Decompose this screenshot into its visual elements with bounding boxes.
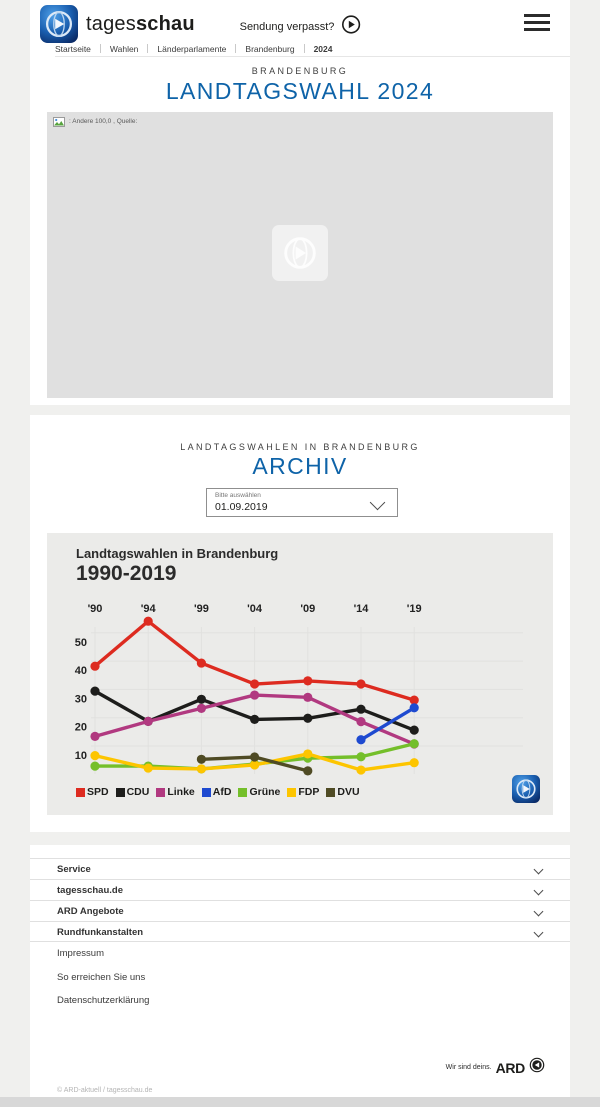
footer-link-so-erreichen-sie-uns[interactable]: So erreichen Sie uns bbox=[57, 971, 146, 983]
legend-item-cdu bbox=[116, 786, 150, 798]
ard-brand-text: ARD bbox=[495, 1059, 525, 1076]
svg-text:'04: '04 bbox=[247, 603, 263, 615]
breadcrumb bbox=[55, 41, 570, 57]
accordion-label: ARD Angebote bbox=[57, 906, 124, 917]
breadcrumb-item-2024[interactable]: 2024 bbox=[313, 43, 333, 54]
svg-text:'19: '19 bbox=[406, 603, 422, 615]
page-title: LANDTAGSWAHL 2024 bbox=[165, 78, 435, 104]
legend-label: SPD bbox=[87, 786, 109, 798]
brand-bold: schau bbox=[135, 13, 195, 35]
breadcrumb-item-startseite[interactable]: Startseite bbox=[55, 43, 91, 54]
chevron-down-icon bbox=[534, 886, 544, 896]
bottom-bar bbox=[0, 1097, 600, 1107]
svg-text:'09: '09 bbox=[300, 603, 316, 615]
chevron-down-icon bbox=[534, 928, 544, 938]
chart-subtitle: 1990-2019 bbox=[76, 562, 177, 585]
missed-show-label: Sendung verpasst? bbox=[239, 21, 335, 33]
chart-card bbox=[47, 533, 553, 815]
legend-item-grüne bbox=[238, 786, 280, 798]
accordion-label: Service bbox=[57, 864, 91, 875]
footer-links bbox=[57, 948, 149, 1019]
archive-card bbox=[30, 415, 570, 832]
legend-swatch bbox=[326, 788, 335, 797]
svg-text:10: 10 bbox=[74, 750, 87, 762]
svg-text:'99: '99 bbox=[193, 603, 209, 615]
breadcrumb-separator bbox=[304, 44, 305, 53]
legend-item-linke bbox=[156, 786, 194, 798]
select-label: Bitte auswählen bbox=[215, 492, 261, 499]
ard-brand-block bbox=[446, 1057, 545, 1078]
svg-text:'90: '90 bbox=[87, 603, 103, 615]
ard-claim: Wir sind deins. bbox=[445, 1064, 492, 1071]
hero-image-placeholder bbox=[47, 112, 553, 398]
brand-title[interactable] bbox=[86, 13, 195, 36]
chart-title: Landtagswahlen in Brandenburg bbox=[76, 546, 279, 561]
missed-show-link[interactable] bbox=[240, 15, 361, 39]
breadcrumb-item-wahlen[interactable]: Wahlen bbox=[109, 43, 139, 54]
footer-link-datenschutzerklärung[interactable]: Datenschutzerklärung bbox=[57, 995, 150, 1006]
legend-label: DVU bbox=[337, 786, 360, 798]
chevron-down-icon bbox=[534, 907, 544, 917]
brand-regular: tages bbox=[86, 13, 136, 35]
archive-title: ARCHIV bbox=[252, 453, 348, 479]
placeholder-logo-icon bbox=[272, 225, 328, 281]
legend-item-afd bbox=[202, 786, 232, 798]
breadcrumb-separator bbox=[235, 44, 236, 53]
legend-label: CDU bbox=[126, 786, 150, 798]
legend-item-spd bbox=[76, 786, 109, 798]
select-value: 01.09.2019 bbox=[215, 501, 268, 513]
broken-image-icon bbox=[53, 117, 65, 127]
broken-image-info bbox=[53, 117, 137, 127]
legend-item-fdp bbox=[287, 786, 319, 798]
chevron-down-icon bbox=[534, 865, 544, 875]
legend-label: FDP bbox=[298, 786, 320, 798]
breadcrumb-separator bbox=[147, 44, 148, 53]
accordion-label: tagesschau.de bbox=[57, 885, 123, 896]
accordion-row-tagesschau-de[interactable] bbox=[30, 879, 570, 900]
legend-label: Linke bbox=[167, 786, 195, 798]
legend-label: AfD bbox=[212, 786, 232, 798]
image-alt-text: : Andere 100,0 , Quelle: bbox=[69, 118, 138, 125]
footer-accordion bbox=[30, 858, 570, 942]
accordion-row-service[interactable] bbox=[30, 858, 570, 879]
breadcrumb-item-brandenburg[interactable]: Brandenburg bbox=[245, 43, 295, 54]
archive-date-select[interactable] bbox=[206, 488, 398, 517]
chart-legend bbox=[76, 786, 360, 798]
play-circle-icon[interactable] bbox=[341, 15, 360, 39]
svg-text:'14: '14 bbox=[353, 603, 369, 615]
accordion-row-rundfunkanstalten[interactable] bbox=[30, 921, 570, 942]
breadcrumb-separator bbox=[100, 44, 101, 53]
top-card bbox=[30, 0, 570, 405]
page-kicker: BRANDENBURG bbox=[251, 66, 349, 76]
tagesschau-watermark-icon bbox=[512, 775, 540, 808]
breadcrumb-item-länderparlamente[interactable]: Länderparlamente bbox=[157, 43, 227, 54]
legend-swatch bbox=[76, 788, 85, 797]
archive-kicker: LANDTAGSWAHLEN IN BRANDENBURG bbox=[180, 442, 420, 452]
accordion-label: Rundfunkanstalten bbox=[57, 927, 144, 938]
legend-label: Grüne bbox=[249, 786, 281, 798]
footer-card bbox=[30, 845, 570, 1097]
ard-logo-icon bbox=[529, 1057, 545, 1078]
legend-swatch bbox=[287, 788, 296, 797]
copyright-text: © ARD-aktuell / tagesschau.de bbox=[57, 1087, 153, 1094]
legend-swatch bbox=[202, 788, 211, 797]
legend-swatch bbox=[116, 788, 125, 797]
svg-text:50: 50 bbox=[74, 636, 87, 649]
accordion-row-ard-angebote[interactable] bbox=[30, 900, 570, 921]
legend-swatch bbox=[238, 788, 247, 797]
legend-item-dvu bbox=[326, 786, 359, 798]
svg-text:30: 30 bbox=[74, 693, 87, 706]
footer-link-impressum[interactable]: Impressum bbox=[57, 948, 104, 959]
svg-text:20: 20 bbox=[74, 721, 87, 734]
hamburger-menu-icon[interactable] bbox=[524, 14, 550, 35]
svg-text:40: 40 bbox=[74, 665, 87, 678]
legend-swatch bbox=[156, 788, 165, 797]
svg-text:'94: '94 bbox=[140, 603, 156, 615]
chevron-down-icon bbox=[370, 495, 386, 511]
